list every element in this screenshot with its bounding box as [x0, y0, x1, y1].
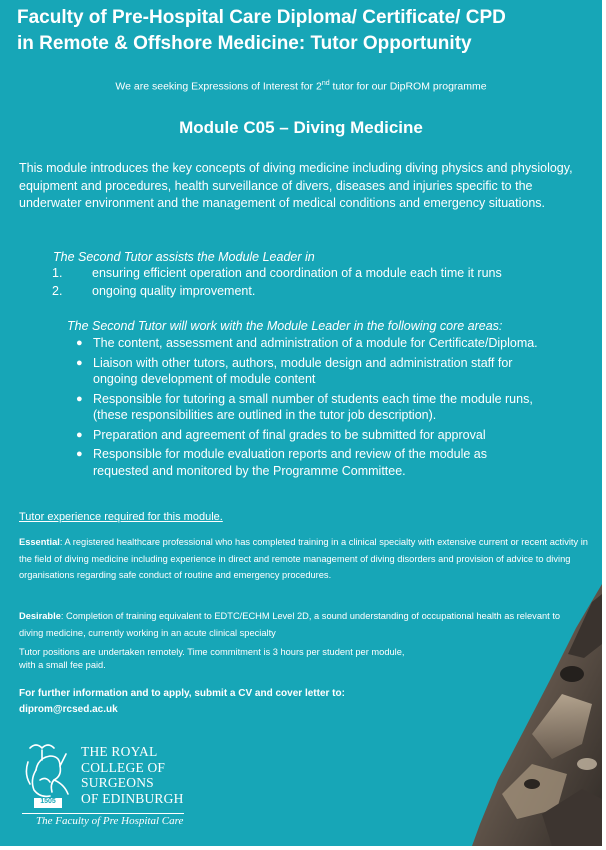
title-line-2: in Remote & Offshore Medicine: Tutor Opportunity [17, 33, 472, 54]
experience-heading: Tutor experience required for this module. [19, 511, 223, 523]
college-line-2: COLLEGE OF [81, 759, 166, 775]
core-heading: The Second Tutor will work with the Module Leader in the following core areas: [67, 319, 503, 333]
college-logo-text [81, 744, 184, 806]
bullet-icon: ● [76, 356, 83, 369]
faculty-name: The Faculty of Pre Hospital Care [36, 815, 184, 827]
essential-text: Essential: A registered healthcare professional who has completed training in a clinical specialty with extensive current or recent activity in the field of diving medicine including experience in direct and remote management of diving disorders and provision of advice to diving organisations regarding safe conduct of routine and emergency procedures. [19, 537, 588, 580]
assist-heading: The Second Tutor assists the Module Leader in [53, 250, 315, 264]
list-item: ● Responsible for tutoring a small number of students each time the module runs, (these responsibilities are outlined in the tutor job description). [76, 391, 533, 422]
desirable-text: Desirable: Completion of training equivalent to EDTC/ECHM Level 2D, a sound understanding of occupational health as relevant to diving medicine, currently working in an acute clinical specialty [19, 611, 561, 638]
list-item: ● The content, assessment and administration of a module for Certificate/Diploma. [76, 336, 538, 350]
bullet-icon: ● [76, 392, 83, 405]
list-item: 2. ongoing quality improvement. [52, 284, 256, 298]
contact-email[interactable]: diprom@rcsed.ac.uk [19, 704, 118, 715]
title-line-1: Faculty of Pre-Hospital Care Diploma/ Certificate/ CPD [17, 7, 506, 28]
intro-text: We are seeking Expressions of Interest for 2nd tutor for our DipROM programme [115, 80, 487, 93]
college-line-1: THE ROYAL [81, 744, 158, 759]
bullet-icon: ● [76, 428, 83, 441]
list-item: ● Responsible for module evaluation reports and review of the module as requested and monitored by the Programme Committee. [76, 447, 487, 478]
bullet-icon: ● [76, 337, 83, 349]
list-item: ● Liaison with other tutors, authors, module design and administration staff for ongoing development of module content [76, 355, 513, 386]
bullet-icon: ● [76, 448, 83, 460]
list-item: 1. ensuring efficient operation and coordination of a module each time it runs [52, 266, 502, 280]
crest-year: 1505 [40, 798, 56, 805]
logo-divider [22, 813, 184, 814]
module-title: Module C05 – Diving Medicine [179, 118, 423, 137]
college-line-4: OF EDINBURGH [81, 790, 184, 806]
apply-text: For further information and to apply, submit a CV and cover letter to: diprom@rcsed.ac.uk [19, 688, 345, 715]
page-title [17, 5, 597, 57]
list-item: ● Preparation and agreement of final grades to be submitted for approval [76, 427, 486, 442]
remote-note: Tutor positions are undertaken remotely. Time commitment is 3 hours per student per module, with a small fee paid. [19, 647, 405, 670]
college-line-3: SURGEONS [81, 775, 154, 790]
assist-list [52, 264, 572, 300]
module-description: This module introduces the key concepts of diving medicine including diving physics and physiology, equipment and procedures, health surveillance of divers, diseases and injuries specific to the underwater environment and the management of medical conditions and emergency situations. [19, 161, 573, 210]
core-list [76, 335, 546, 482]
